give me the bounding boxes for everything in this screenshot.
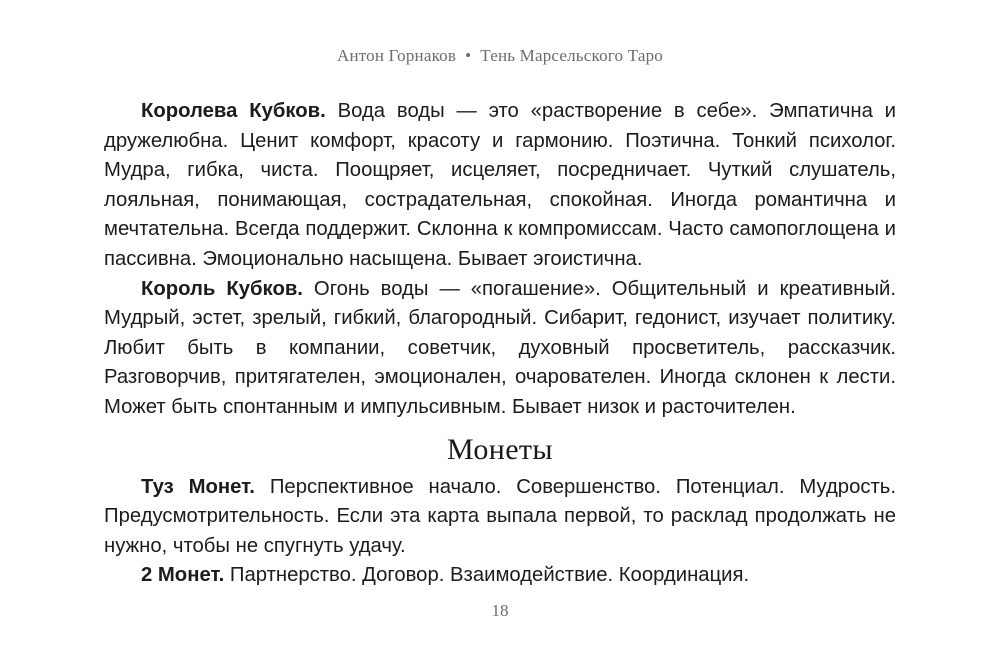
header-book-title: Тень Марсельского Таро: [480, 46, 664, 65]
paragraph-text: Перспективное начало. Совершенство. Потенциал. Мудрость. Предусмотрительность. Если эта карта выпала первой, то расклад продолжать не нужно, чтобы не спугнуть удачу.: [104, 475, 896, 557]
paragraph-king-of-cups: [104, 275, 896, 423]
paragraph-text: Партнерство. Договор. Взаимодействие. Координация.: [229, 564, 750, 587]
paragraph-term: 2 Монет.: [141, 564, 225, 587]
paragraph-two-of-coins: [104, 561, 896, 591]
running-head: [0, 46, 1000, 66]
paragraph-text: Огонь воды — «погашение». Общительный и креативный. Мудрый, эстет, зрелый, гибкий, благородный. Сибарит, гедонист, изучает политику. Любит быть в компании, советчик, духовный просветитель, рассказчик. Разговорчив, притягателен, эмоционален, очарователен. Иногда склонен к лести. Может быть спонтанным и импульсивным. Бывает низок и расточителен.: [104, 277, 896, 418]
header-separator: •: [465, 46, 472, 65]
paragraph-ace-of-coins: [104, 473, 896, 562]
paragraph-term: Королева Кубков.: [141, 100, 326, 122]
paragraph-term: Король Кубков.: [141, 277, 303, 300]
header-author: Антон Горнаков: [336, 46, 457, 65]
paragraph-queen-of-cups: [104, 97, 896, 275]
paragraph-term: Туз Монет.: [141, 475, 255, 498]
section-title-coins: Монеты: [447, 432, 553, 466]
paragraph-text: Вода воды — это «растворение в себе». Эмпатична и дружелюбна. Ценит комфорт, красоту и гармонию. Поэтична. Тонкий психолог. Мудра, гибка, чиста. Поощряет, исцеляет, посредничает. Чуткий слушатель, лояльная, понимающая, сострадательная, спокойная. Иногда романтична и мечтательна. Всегда поддержит. Склонна к компромиссам. Часто самопоглощена и пассивна. Эмоционально насыщена. Бывает эгоистична.: [104, 100, 897, 270]
page-number: 18: [491, 601, 509, 620]
page-body: [104, 97, 896, 591]
